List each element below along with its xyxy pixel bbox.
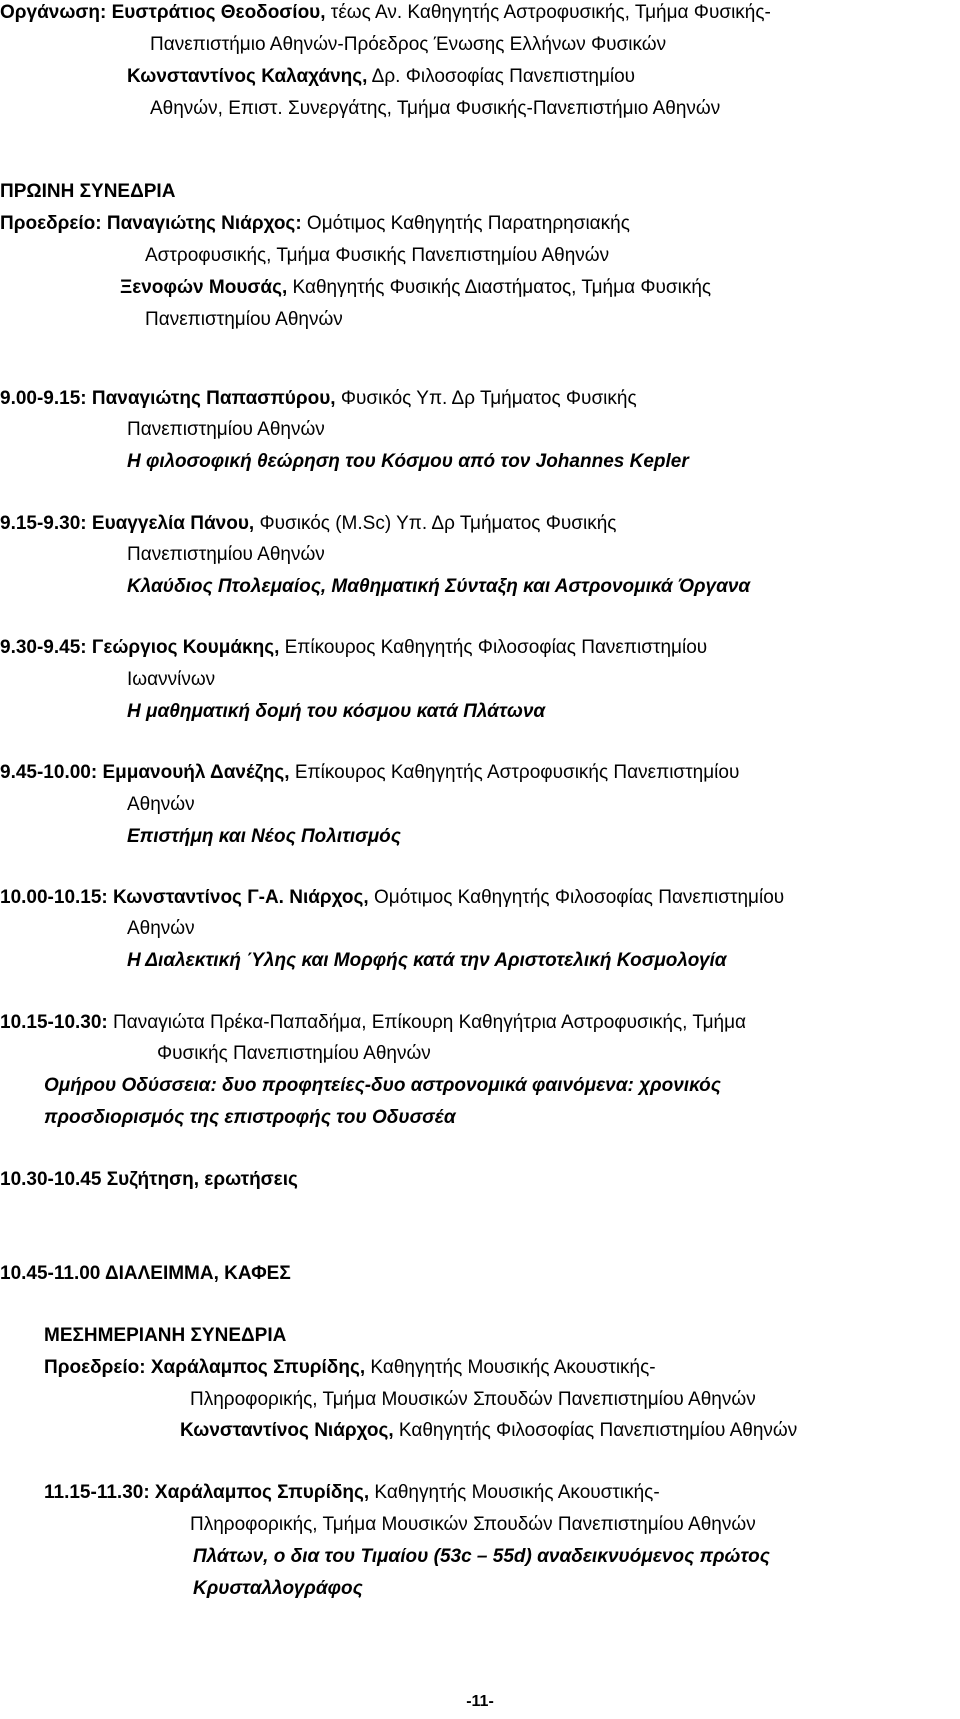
organizer-line-2: Πανεπιστήμιο Αθηνών-Πρόεδρος Ένωσης Ελλήνων Φυσικών bbox=[150, 34, 667, 55]
talk-1-speaker: 9.00-9.15: Παναγιώτης Παπασπύρου, Φυσικός Υπ. Δρ Τμήματος Φυσικής bbox=[0, 388, 637, 409]
discussion-slot: 10.30-10.45 Συζήτηση, ερωτήσεις bbox=[0, 1169, 298, 1190]
morning-presidium: Προεδρείο: Παναγιώτης Νιάρχος: Ομότιμος Καθηγητής Παρατηρησιακής bbox=[0, 213, 630, 234]
midday-session-heading: ΜΕΣΗΜΕΡΙΑΝΗ ΣΥΝΕΔΡΙΑ bbox=[44, 1325, 287, 1346]
talk-5-affil: Αθηνών bbox=[127, 918, 195, 939]
organizer-line-3: Κωνσταντίνος Καλαχάνης, Δρ. Φιλοσοφίας Πανεπιστημίου bbox=[127, 66, 636, 87]
talk-6-affil: Φυσικής Πανεπιστημίου Αθηνών bbox=[157, 1043, 431, 1064]
talk-5-speaker: 10.00-10.15: Κωνσταντίνος Γ-Α. Νιάρχος, Ομότιμος Καθηγητής Φιλοσοφίας Πανεπιστημίου bbox=[0, 887, 785, 908]
talk-1-title: Η φιλοσοφική θεώρηση του Κόσμου από τον Johannes Kepler bbox=[127, 451, 689, 472]
talk-3-title: Η μαθηματική δομή του κόσμου κατά Πλάτωνα bbox=[127, 701, 546, 722]
midday-talk-affil: Πληροφορικής, Τμήμα Μουσικών Σπουδών Πανεπιστημίου Αθηνών bbox=[190, 1514, 756, 1535]
midday-presidium: Προεδρείο: Χαράλαμπος Σπυρίδης, Καθηγητής Μουσικής Ακουστικής- bbox=[44, 1357, 656, 1378]
midday-talk-speaker: 11.15-11.30: Χαράλαμπος Σπυρίδης, Καθηγητής Μουσικής Ακουστικής- bbox=[44, 1482, 660, 1503]
organizer-line-1: Οργάνωση: Ευστράτιος Θεοδοσίου, τέως Αν. Καθηγητής Αστροφυσικής, Τμήμα Φυσικής- bbox=[0, 2, 771, 23]
talk-4-affil: Αθηνών bbox=[127, 794, 195, 815]
morning-presidium-affil: Αστροφυσικής, Τμήμα Φυσικής Πανεπιστημίου Αθηνών bbox=[145, 245, 610, 266]
morning-session-heading: ΠΡΩΙΝΗ ΣΥΝΕΔΡΙΑ bbox=[0, 181, 176, 202]
midday-talk-title-cont: Κρυσταλλογράφος bbox=[193, 1578, 363, 1599]
talk-4-title: Επιστήμη και Νέος Πολιτισμός bbox=[127, 826, 401, 847]
talk-5-title: Η Διαλεκτική Ύλης και Μορφής κατά την Αριστοτελική Κοσμολογία bbox=[127, 950, 727, 971]
morning-presidium-2: Ξενοφών Μουσάς, Καθηγητής Φυσικής Διαστήματος, Τμήμα Φυσικής bbox=[120, 277, 712, 298]
coffee-break-slot: 10.45-11.00 ΔΙΑΛΕΙΜΜΑ, ΚΑΦΕΣ bbox=[0, 1263, 291, 1284]
talk-3-affil: Ιωαννίνων bbox=[127, 669, 216, 690]
midday-presidium-affil: Πληροφορικής, Τμήμα Μουσικών Σπουδών Πανεπιστημίου Αθηνών bbox=[190, 1389, 756, 1410]
talk-1-affil: Πανεπιστημίου Αθηνών bbox=[127, 419, 325, 440]
talk-4-speaker: 9.45-10.00: Εμμανουήλ Δανέζης, Επίκουρος Καθηγητής Αστροφυσικής Πανεπιστημίου bbox=[0, 762, 740, 783]
talk-6-speaker: 10.15-10.30: Παναγιώτα Πρέκα-Παπαδήμα, Επίκουρη Καθηγήτρια Αστροφυσικής, Τμήμα bbox=[0, 1012, 747, 1033]
midday-presidium-2: Κωνσταντίνος Νιάρχος, Καθηγητής Φιλοσοφίας Πανεπιστημίου Αθηνών bbox=[180, 1420, 798, 1441]
talk-6-title-cont: προσδιορισμός της επιστροφής του Οδυσσέα bbox=[44, 1107, 456, 1128]
midday-talk-title: Πλάτων, ο δια του Τιμαίου (53c – 55d) αναδεικνυόμενος πρώτος bbox=[193, 1546, 770, 1567]
page-number: -11- bbox=[466, 1693, 494, 1710]
talk-2-affil: Πανεπιστημίου Αθηνών bbox=[127, 544, 325, 565]
organizer-line-4: Αθηνών, Επιστ. Συνεργάτης, Τμήμα Φυσικής-Πανεπιστήμιο Αθηνών bbox=[150, 98, 721, 119]
talk-3-speaker: 9.30-9.45: Γεώργιος Κουμάκης, Επίκουρος Καθηγητής Φιλοσοφίας Πανεπιστημίου bbox=[0, 637, 708, 658]
morning-presidium-2-affil: Πανεπιστημίου Αθηνών bbox=[145, 309, 343, 330]
talk-6-title: Ομήρου Οδύσσεια: δυο προφητείες-δυο αστρονομικά φαινόμενα: χρονικός bbox=[44, 1075, 721, 1096]
talk-2-title: Κλαύδιος Πτολεμαίος, Μαθηματική Σύνταξη και Αστρονομικά Όργανα bbox=[127, 576, 751, 597]
talk-2-speaker: 9.15-9.30: Ευαγγελία Πάνου, Φυσικός (M.Sc) Υπ. Δρ Τμήματος Φυσικής bbox=[0, 513, 617, 534]
